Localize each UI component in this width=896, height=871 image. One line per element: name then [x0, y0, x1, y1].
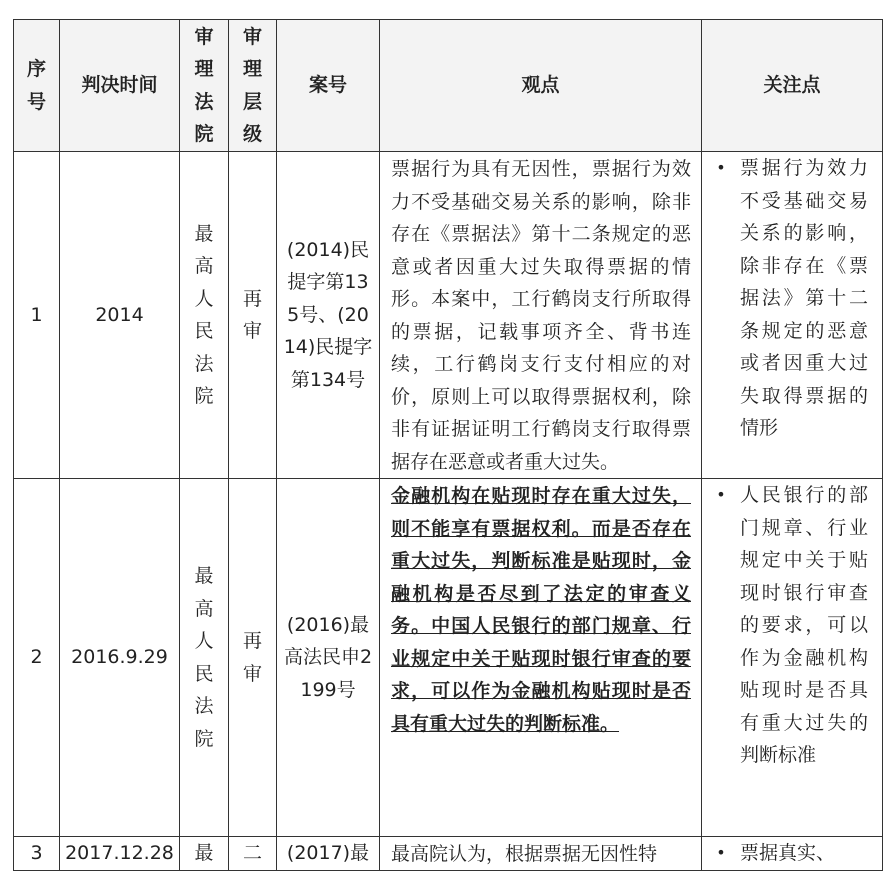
header-opinion: 观点	[380, 20, 702, 152]
cell-level: 二	[229, 837, 277, 871]
bullet-icon: •	[716, 843, 726, 862]
cell-case-no: (2017)最	[277, 837, 380, 871]
cell-court: 最	[180, 837, 229, 871]
bullet-icon: •	[716, 485, 726, 504]
cell-court: 最高人民法院	[180, 152, 229, 479]
cell-level: 再审	[229, 479, 277, 837]
focus-text: 票据真实、	[740, 842, 836, 864]
cell-opinion: 票据行为具有无因性，票据行为效力不受基础交易关系的影响，除非存在《票据法》第十二条规定的恶意或者因重大过失取得票据的情形。本案中，工行鹤岗支行所取得的票据，记载事项齐全、背书连续，工行鹤岗支行支付相应的对价，原则上可以取得票据权利，除非有证据证明工行鹤岗支行取得票据存在恶意或者重大过失。	[380, 152, 702, 479]
header-row	[14, 20, 883, 152]
cell-seq: 1	[14, 152, 60, 479]
focus-text: 人民银行的部门规章、行业规定中关于贴现时银行审查的要求，可以作为金融机构贴现时是否具有重大过失的判断标准	[740, 484, 868, 766]
cell-case-no: (2016)最高法民申2199号	[277, 479, 380, 837]
header-seq: 序号	[14, 20, 60, 152]
cell-date: 2014	[60, 152, 180, 479]
header-level: 审理层级	[229, 20, 277, 152]
cell-seq: 2	[14, 479, 60, 837]
cell-opinion: 金融机构在贴现时存在重大过失，则不能享有票据权利。而是否存在重大过失，判断标准是贴现时，金融机构是否尽到了法定的审查义务。中国人民银行的部门规章、行业规定中关于贴现时银行审查的要求，可以作为金融机构贴现时是否具有重大过失的判断标准。	[380, 479, 702, 837]
header-date: 判决时间	[60, 20, 180, 152]
cell-focus	[702, 837, 883, 871]
cell-date: 2016.9.29	[60, 479, 180, 837]
header-focus: 关注点	[702, 20, 883, 152]
table-row	[14, 152, 883, 479]
cell-level: 再审	[229, 152, 277, 479]
cell-focus	[702, 152, 883, 479]
cell-seq: 3	[14, 837, 60, 871]
header-case-no: 案号	[277, 20, 380, 152]
table-row	[14, 479, 883, 837]
cell-court: 最高人民法院	[180, 479, 229, 837]
header-court: 审理法院	[180, 20, 229, 152]
case-table	[13, 19, 883, 871]
cell-case-no: (2014)民提字第135号、(2014)民提字第134号	[277, 152, 380, 479]
cell-opinion: 最高院认为，根据票据无因性特	[380, 837, 702, 871]
table-row	[14, 837, 883, 871]
cell-focus	[702, 479, 883, 837]
focus-text: 票据行为效力不受基础交易关系的影响，除非存在《票据法》第十二条规定的恶意或者因重大过失取得票据的情形	[740, 157, 868, 439]
cell-date: 2017.12.28	[60, 837, 180, 871]
bullet-icon: •	[716, 158, 726, 177]
